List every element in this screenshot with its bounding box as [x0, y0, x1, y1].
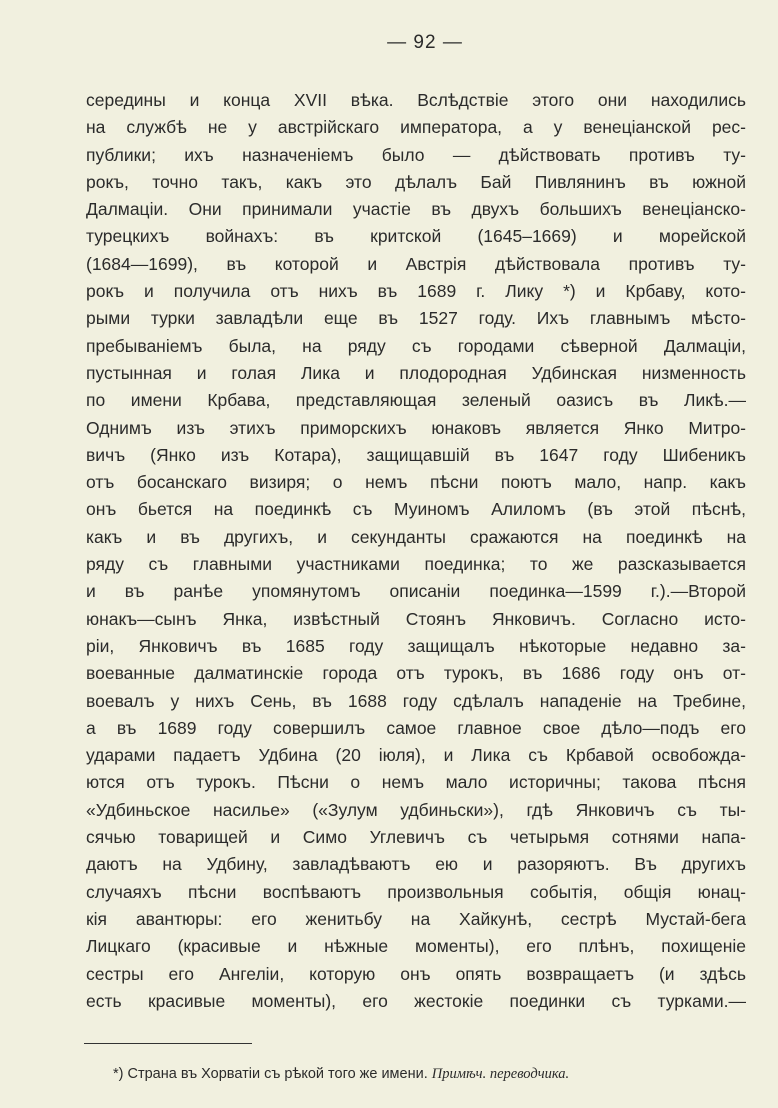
text-line: рыми турки завладѣли еще въ 1527 году. Ихъ главнымъ мѣсто- — [86, 308, 746, 329]
text-line: онъ бьется на поединкѣ съ Муиномъ Алиломъ (въ этой пѣснѣ, — [86, 499, 746, 520]
text-line: а въ 1689 году совершилъ самое главное свое дѣло—подъ его — [86, 717, 746, 738]
footnote-attribution: Примѣч. переводчика. — [431, 1066, 570, 1082]
text-line: публики; ихъ назначеніемъ было — дѣйствовать противъ ту- — [86, 144, 746, 165]
footnote-text: *) Страна въ Хорватіи съ рѣкой того же имени. — [113, 1066, 428, 1082]
text-line: пребываніемъ была, на ряду съ городами сѣверной Далмаціи, — [86, 335, 746, 356]
text-line: какъ и въ другихъ, и секунданты сражаются на поединкѣ на — [86, 526, 746, 547]
text-line: и въ ранѣе упомянутомъ описаніи поединка—1599 г.).—Второй — [86, 581, 746, 602]
body-text — [86, 87, 746, 1015]
text-line: (1684—1699), въ которой и Австрія дѣйствовала противъ ту- — [86, 253, 746, 274]
footnote — [113, 1066, 569, 1083]
text-line: отъ босанскаго визиря; о немъ пѣсни поютъ мало, напр. какъ — [86, 472, 746, 493]
text-line: Однимъ изъ этихъ приморскихъ юнаковъ является Янко Митро- — [86, 417, 746, 438]
text-line: кія авантюры: его женитьбу на Хайкунѣ, сестрѣ Мустай-бега — [86, 908, 746, 929]
text-line: турецкихъ войнахъ: въ критской (1645–1669) и морейской — [86, 226, 746, 247]
text-line: на службѣ не у австрійскаго императора, а у венеціанской рес- — [86, 117, 746, 138]
text-line: Далмаціи. Они принимали участіе въ двухъ большихъ венеціанско- — [86, 199, 746, 220]
text-line: середины и конца XVII вѣка. Вслѣдствіе этого они находились — [86, 90, 746, 110]
text-line: даютъ на Удбину, завладѣваютъ ею и разоряютъ. Въ другихъ — [86, 854, 746, 875]
text-line: по имени Крбава, представляющая зеленый оазисъ въ Ликѣ.— — [86, 390, 746, 411]
text-line: Лицкаго (красивые и нѣжные моменты), его плѣнъ, похищеніе — [86, 936, 746, 957]
text-line: ріи, Янковичъ въ 1685 году защищалъ нѣкоторые недавно за- — [86, 635, 746, 656]
text-line: воевалъ у нихъ Сень, въ 1688 году сдѣлалъ нападеніе на Требине, — [86, 690, 746, 711]
text-line: сестры его Ангеліи, которую онъ опять возвращаетъ (и здѣсь — [86, 963, 746, 984]
text-line: случаяхъ пѣсни воспѣваютъ произвольныя событія, общія юнац- — [86, 881, 746, 902]
text-line: есть красивые моменты), его жестокіе поединки съ турками.— — [86, 990, 746, 1011]
text-line: юнакъ—сынъ Янка, извѣстный Стоянъ Янковичъ. Согласно исто- — [86, 608, 746, 629]
text-line: воеванные далматинскіе города отъ турокъ, въ 1686 году онъ от- — [86, 663, 746, 684]
text-line: рокъ и получила отъ нихъ въ 1689 г. Лику *) и Крбаву, кото- — [86, 281, 746, 302]
page-number: — 92 — — [387, 32, 463, 53]
footnote-divider — [84, 1043, 252, 1044]
text-line: рокъ, точно такъ, какъ это дѣлалъ Бай Пивлянинъ въ южной — [86, 171, 746, 192]
text-line: пустынная и голая Лика и плодородная Удбинская низменность — [86, 362, 746, 383]
text-line: «Удбиньское насилье» («Зулум удбиньски»), гдѣ Янковичъ съ ты- — [86, 799, 746, 820]
text-line: ряду съ главными участниками поединка; то же разсказывается — [86, 554, 746, 575]
text-line: вичъ (Янко изъ Котара), защищавшій въ 1647 году Шибеникъ — [86, 444, 746, 465]
text-line: сячью товарищей и Симо Углевичъ съ четырьмя сотнями напа- — [86, 827, 746, 848]
text-line: ются отъ турокъ. Пѣсни о немъ мало историчны; такова пѣсня — [86, 772, 746, 793]
text-line: ударами падаетъ Удбина (20 іюля), и Лика съ Крбавой освобожда- — [86, 745, 746, 766]
